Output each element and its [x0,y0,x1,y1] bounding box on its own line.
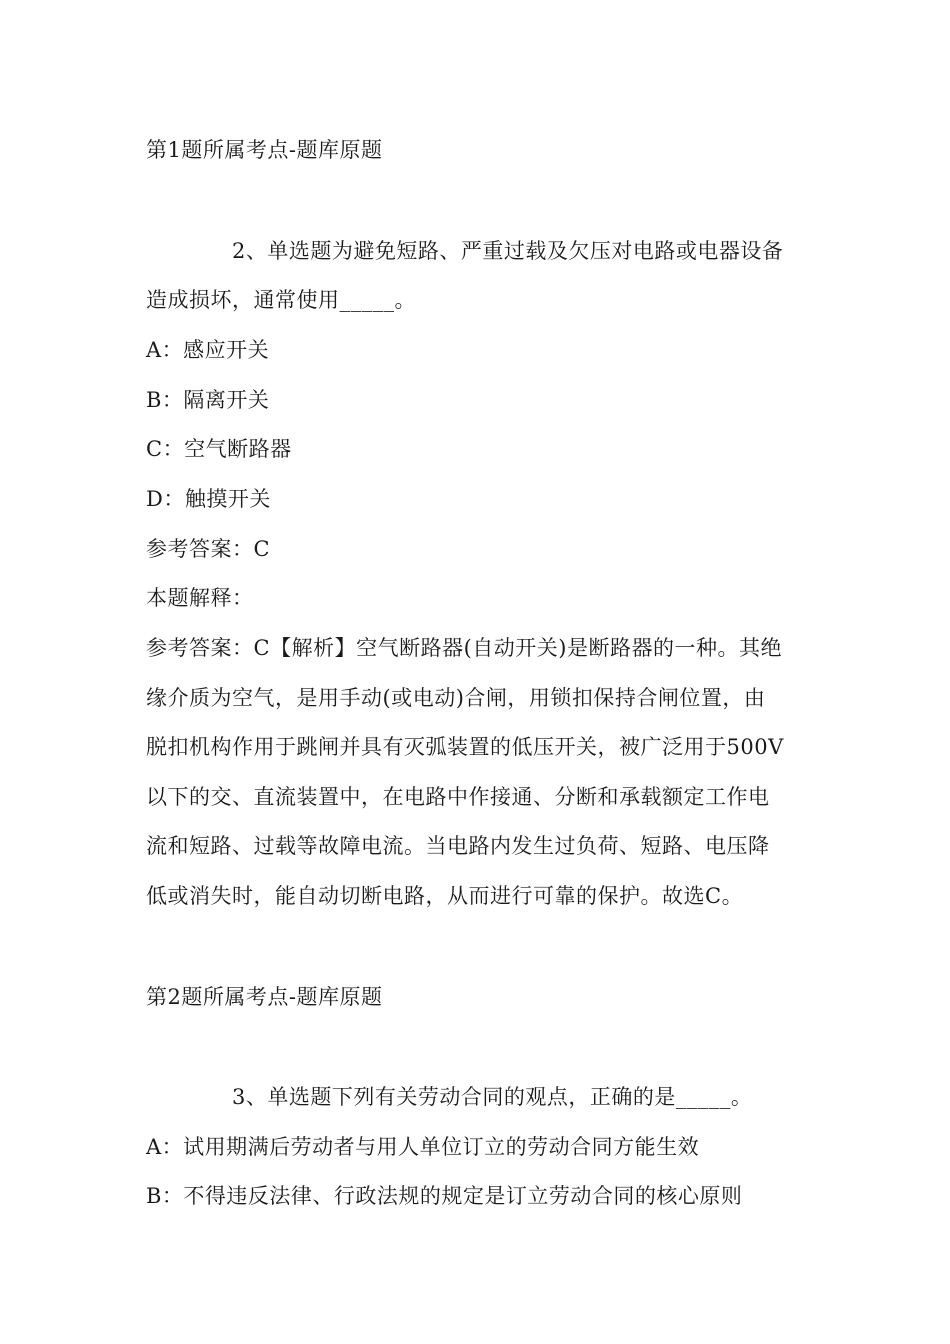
explanation-line-1: 参考答案：C【解析】空气断路器(自动开关)是断路器的一种。其绝 [146,636,782,660]
question-2-stem-line2: 造成损坏，通常使用_____。 [146,288,416,312]
question-3-stem: 3、单选题下列有关劳动合同的观点，正确的是_____。 [232,1085,753,1109]
question-2-stem-line1: 2、单选题为避免短路、严重过载及欠压对电路或电器设备 [232,239,784,263]
question-3-option-a: A：试用期满后劳动者与用人单位订立的劳动合同方能生效 [146,1135,700,1159]
question-2-option-c: C：空气断路器 [146,437,292,461]
explanation-line-2: 缘介质为空气，是用手动(或电动)合闸，用锁扣保持合闸位置，由 [146,686,766,710]
explanation-line-4: 以下的交、直流装置中，在电路中作接通、分断和承载额定工作电 [146,785,770,809]
explanation-line-6: 低或消失时，能自动切断电路，从而进行可靠的保护。故选C。 [146,884,744,908]
section-heading-q1: 第1题所属考点-题库原题 [146,138,383,162]
question-2-option-b: B：隔离开关 [146,388,270,412]
question-2-explanation-label: 本题解释： [146,586,254,610]
explanation-line-3: 脱扣机构作用于跳闸并具有灭弧装置的低压开关，被广泛用于500V [146,735,784,759]
section-heading-q2: 第2题所属考点-题库原题 [146,985,383,1009]
explanation-line-5: 流和短路、过载等故障电流。当电路内发生过负荷、短路、电压降 [146,834,770,858]
question-2-option-d: D：触摸开关 [146,487,271,511]
question-3-option-b: B：不得违反法律、行政法规的规定是订立劳动合同的核心原则 [146,1184,743,1208]
question-2-answer: 参考答案：C [146,537,271,561]
question-2-option-a: A：感应开关 [146,338,270,362]
